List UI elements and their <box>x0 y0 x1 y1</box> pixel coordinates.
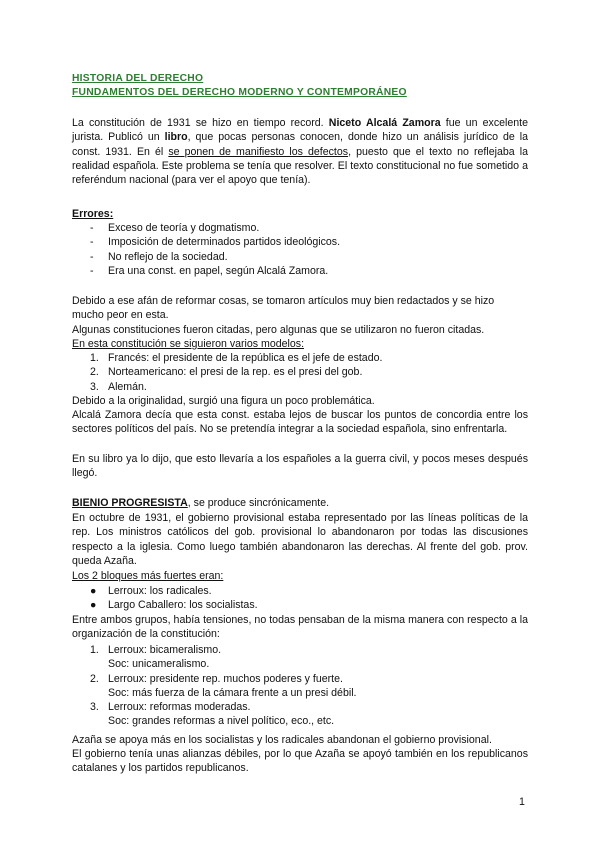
modelos-list <box>72 351 382 394</box>
heading-historia: HISTORIA DEL DERECHO <box>72 73 204 84</box>
paragraph-afan: Debido a ese afán de reformar cosas, se tomaron artículos muy bien redactados y se hizo mucho peor en esta. <box>72 295 495 322</box>
heading-fundamentos: FUNDAMENTOS DEL DERECHO MODERNO Y CONTEMPORÁNEO <box>72 87 407 98</box>
comparacion-list <box>72 643 357 729</box>
list-item: - No reflejo de la sociedad. <box>90 250 228 263</box>
intro-text-3: , que pocas personas conocen, donde hizo un análisis jurídico de la const. 1931. En él <box>72 131 529 158</box>
bloques-title: Los 2 bloques más fuertes eran: <box>72 570 224 582</box>
list-item: 2. Lerroux: presidente rep. muchos poderes y fuerte. Soc: más fuerza de la cámara frente a un presi débil. <box>90 672 357 699</box>
list-item: 1. Francés: el presidente de la república es el jefe de estado. <box>90 352 383 364</box>
list-item: 1. Lerroux: bicameralismo. Soc: unicameralismo. <box>90 644 222 671</box>
list-item: ● Lerroux: los radicales. <box>90 585 212 597</box>
list-item: 2. Norteamericano: el presi de la rep. es el presi del gob. <box>90 366 363 379</box>
list-item: ● Largo Caballero: los socialistas. <box>90 599 258 612</box>
intro-bold-name: Niceto Alcalá Zamora <box>328 117 441 129</box>
bienio-rest: , se produce sincrónicamente. <box>187 497 330 509</box>
bienio-heading <box>72 496 528 510</box>
paragraph-libro: En su libro ya lo dijo, que esto llevaría a los españoles a la guerra civil, y pocos meses después llegó. <box>72 453 528 480</box>
paragraph-azana: Azaña se apoya más en los socialistas y los radicales abandonan el gobierno provisional. <box>72 734 492 746</box>
errores-list <box>72 221 340 278</box>
paragraph-originalidad: Debido a la originalidad, surgió una figura un poco problemática. <box>72 395 375 407</box>
list-item: - Era una const. en papel, según Alcalá Zamora. <box>90 264 329 277</box>
intro-paragraph <box>72 116 528 187</box>
intro-text-1: La constitución de 1931 se hizo en tiempo record. <box>72 117 329 129</box>
list-item: 3. Alemán. <box>90 380 147 393</box>
intro-bold-libro: libro <box>164 131 188 144</box>
paragraph-citadas: Algunas constituciones fueron citadas, pero algunas que se utilizaron no fueron citadas. <box>72 324 485 336</box>
modelos-title: En esta constitución se siguieron varios modelos: <box>72 338 305 350</box>
intro-underlined: se ponen de manifiesto los defectos <box>168 145 349 158</box>
list-item: - Imposición de determinados partidos ideológicos. <box>90 236 341 249</box>
list-item: - Exceso de teoría y dogmatismo. <box>90 222 260 234</box>
intro-text-2: fue un excelente jurista. Publicó un <box>72 117 528 144</box>
bienio-title: BIENIO PROGRESISTA <box>72 497 188 509</box>
paragraph-tensiones: Entre ambos grupos, había tensiones, no todas pensaban de la misma manera con respecto a la organización de la constitución: <box>72 614 528 641</box>
bloques-list <box>72 584 258 613</box>
paragraph-alcala: Alcalá Zamora decía que esta const. estaba lejos de buscar los puntos de concordia entre los sectores políticos del país. No se pretendía integrar a la sociedad española, sino enfrentarla. <box>72 409 528 436</box>
intro-text-4: , puesto que el texto no reflejaba la realidad española. Este problema se tenía que resolver. El texto constitucional no fue sometido a referéndum nacional (para ver el apoyo que tenía). <box>72 145 528 187</box>
paragraph-alianzas: El gobierno tenía unas alianzas débiles, por lo que Azaña se apoyó también en los republicanos catalanes y los partidos republicanos. <box>72 748 528 775</box>
errores-title: Errores: <box>72 208 114 220</box>
paragraph-octubre: En octubre de 1931, el gobierno provisional estaba representado por las líneas políticas de la rep. Los ministros católicos del gob. provisional lo abandonaron por todas las discusiones respecto a la iglesia. Como luego también abandonaron las derechas. Al frente del gob. prov. queda Azaña. <box>72 512 528 567</box>
list-item: 3. Lerroux: reformas moderadas. Soc: grandes reformas a nivel político, eco., etc. <box>90 701 335 728</box>
page-number: 1 <box>519 796 525 808</box>
